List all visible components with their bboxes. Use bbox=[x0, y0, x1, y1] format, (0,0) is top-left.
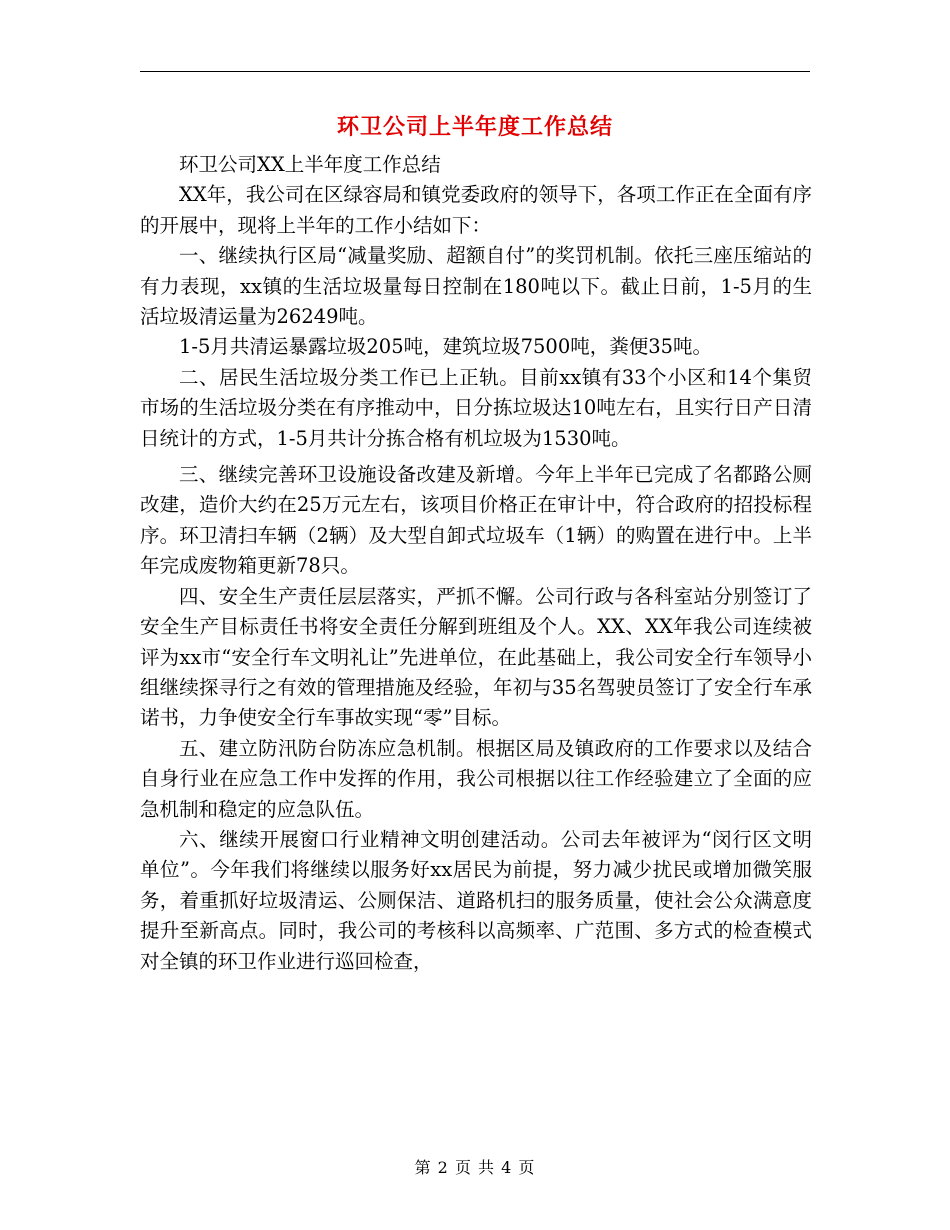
header-rule bbox=[140, 71, 810, 72]
paragraph-section-1: 一、继续执行区局“减量奖励、超额自付”的奖罚机制。依托三座压缩站的有力表现，xx镇的生活垃圾量每日控制在180吨以下。截止日前，1-5月的生活垃圾清运量为26249吨。 bbox=[140, 244, 812, 329]
paragraph-section-4: 四、安全生产责任层层落实，严抓不懈。公司行政与各科室站分别签订了安全生产目标责任书将安全责任分解到班组及个人。XX、XX年我公司连续被评为xx市“安全行车文明礼让”先进单位，在此基础上，我公司安全行车领导小组继续探寻行之有效的管理措施及经验，年初与35名驾驶员签订了安全行车承诺书，力争使安全行车事故实现“零”目标。 bbox=[140, 584, 812, 730]
paragraph-section-2: 二、居民生活垃圾分类工作已上正轨。目前xx镇有33个小区和14个集贸市场的生活垃圾分类在有序推动中，日分拣垃圾达10吨左右，且实行日产日清日统计的方式，1-5月共计分拣合格有机垃圾为1530吨。 bbox=[140, 365, 812, 450]
paragraph-section-5: 五、建立防汛防台防冻应急机制。根据区局及镇政府的工作要求以及结合自身行业在应急工作中发挥的作用，我公司根据以往工作经验建立了全面的应急机制和稳定的应急队伍。 bbox=[140, 736, 812, 821]
paragraph-section-6: 六、继续开展窗口行业精神文明创建活动。公司去年被评为“闵行区文明单位”。今年我们将继续以服务好xx居民为前提，努力减少扰民或增加微笑服务，着重抓好垃圾清运、公厕保洁、道路机扫的服务质量，使社会公众满意度提升至新高点。同时，我公司的考核科以高频率、广范围、多方式的检查模式对全镇的环卫作业进行巡回检查， bbox=[140, 827, 812, 973]
paragraph-section-1-detail: 1-5月共清运暴露垃圾205吨，建筑垃圾7500吨，粪便35吨。 bbox=[179, 335, 713, 359]
paragraph-section-3: 三、继续完善环卫设施设备改建及新增。今年上半年已完成了名都路公厕改建，造价大约在25万元左右，该项目价格正在审计中，符合政府的招投标程序。环卫清扫车辆（2辆）及大型自卸式垃圾车（1辆）的购置在进行中。上半年完成废物箱更新78只。 bbox=[140, 463, 812, 578]
document-title: 环卫公司上半年度工作总结 bbox=[336, 114, 613, 140]
document-body bbox=[140, 150, 812, 977]
paragraph-intro: XX年，我公司在区绿容局和镇党委政府的领导下，各项工作正在全面有序的开展中，现将上半年的工作小结如下： bbox=[140, 183, 812, 237]
page-footer: 第 2 页 共 4 页 bbox=[414, 1158, 536, 1177]
paragraph-subtitle: 环卫公司XX上半年度工作总结 bbox=[179, 153, 441, 176]
